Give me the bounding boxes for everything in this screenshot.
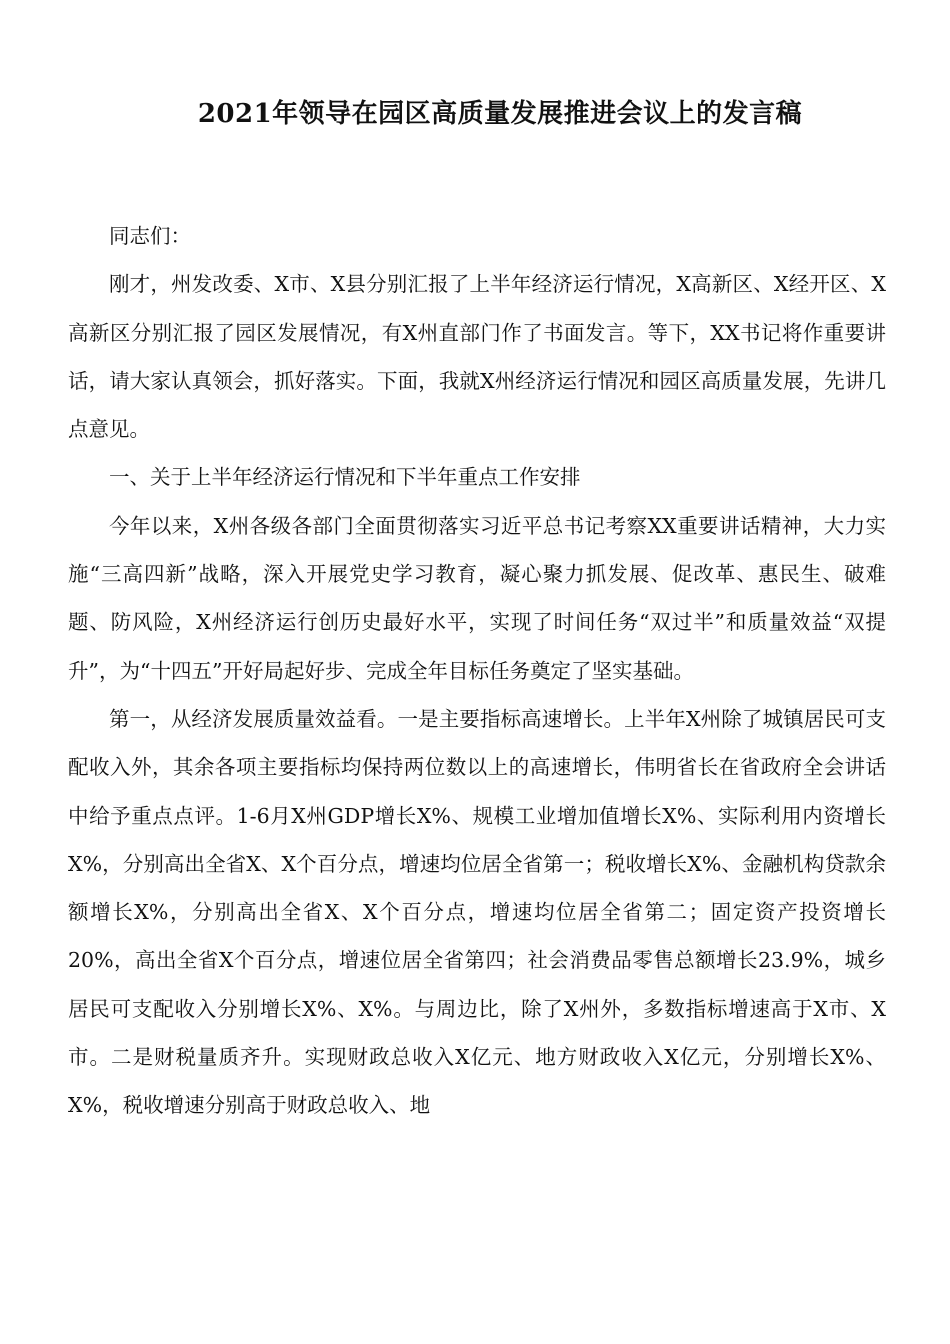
paragraph-overview: 今年以来，X州各级各部门全面贯彻落实习近平总书记考察XX重要讲话精神，大力实施“三高四新”战略，深入开展党史学习教育，凝心聚力抓发展、促改革、惠民生、破难题、防风险，X州经济运行创历史最好水平，实现了时间任务“双过半”和质量效益“双提升”，为“十四五”开好局起好步、完成全年目标任务奠定了坚实基础。 — [68, 513, 886, 683]
salutation: 同志们： — [109, 224, 191, 248]
document-body — [68, 212, 886, 1130]
paragraph-quality-efficiency: 第一，从经济发展质量效益看。一是主要指标高速增长。上半年X州除了城镇居民可支配收入外，其余各项主要指标均保持两位数以上的高速增长，伟明省长在省政府全会讲话中给予重点点评。1-6月X州GDP增长X%、规模工业增加值增长X%、实际利用内资增长X%，分别高出全省X、X个百分点，增速均位居全省第一；税收增长X%、金融机构贷款余额增长X%，分别高出全省X、X个百分点，增速均位居全省第二；固定资产投资增长20%，高出全省X个百分点，增速位居全省第四；社会消费品零售总额增长23.9%，城乡居民可支配收入分别增长X%、X%。与周边比，除了X州外，多数指标增速高于X市、X市。二是财税量质齐升。实现财政总收入X亿元、地方财政收入X亿元，分别增长X%、X%，税收增速分别高于财政总收入、地 — [68, 706, 886, 1118]
section-heading-1: 一、关于上半年经济运行情况和下半年重点工作安排 — [109, 465, 581, 490]
document-title: 2021年领导在园区高质量发展推进会议上的发言稿 — [197, 99, 803, 129]
paragraph-intro: 刚才，州发改委、X市、X县分别汇报了上半年经济运行情况，X高新区、X经开区、X高新区分别汇报了园区发展情况，有X州直部门作了书面发言。等下，XX书记将作重要讲话，请大家认真领会，抓好落实。下面，我就X州经济运行情况和园区高质量发展，先讲几点意见。 — [68, 272, 886, 442]
